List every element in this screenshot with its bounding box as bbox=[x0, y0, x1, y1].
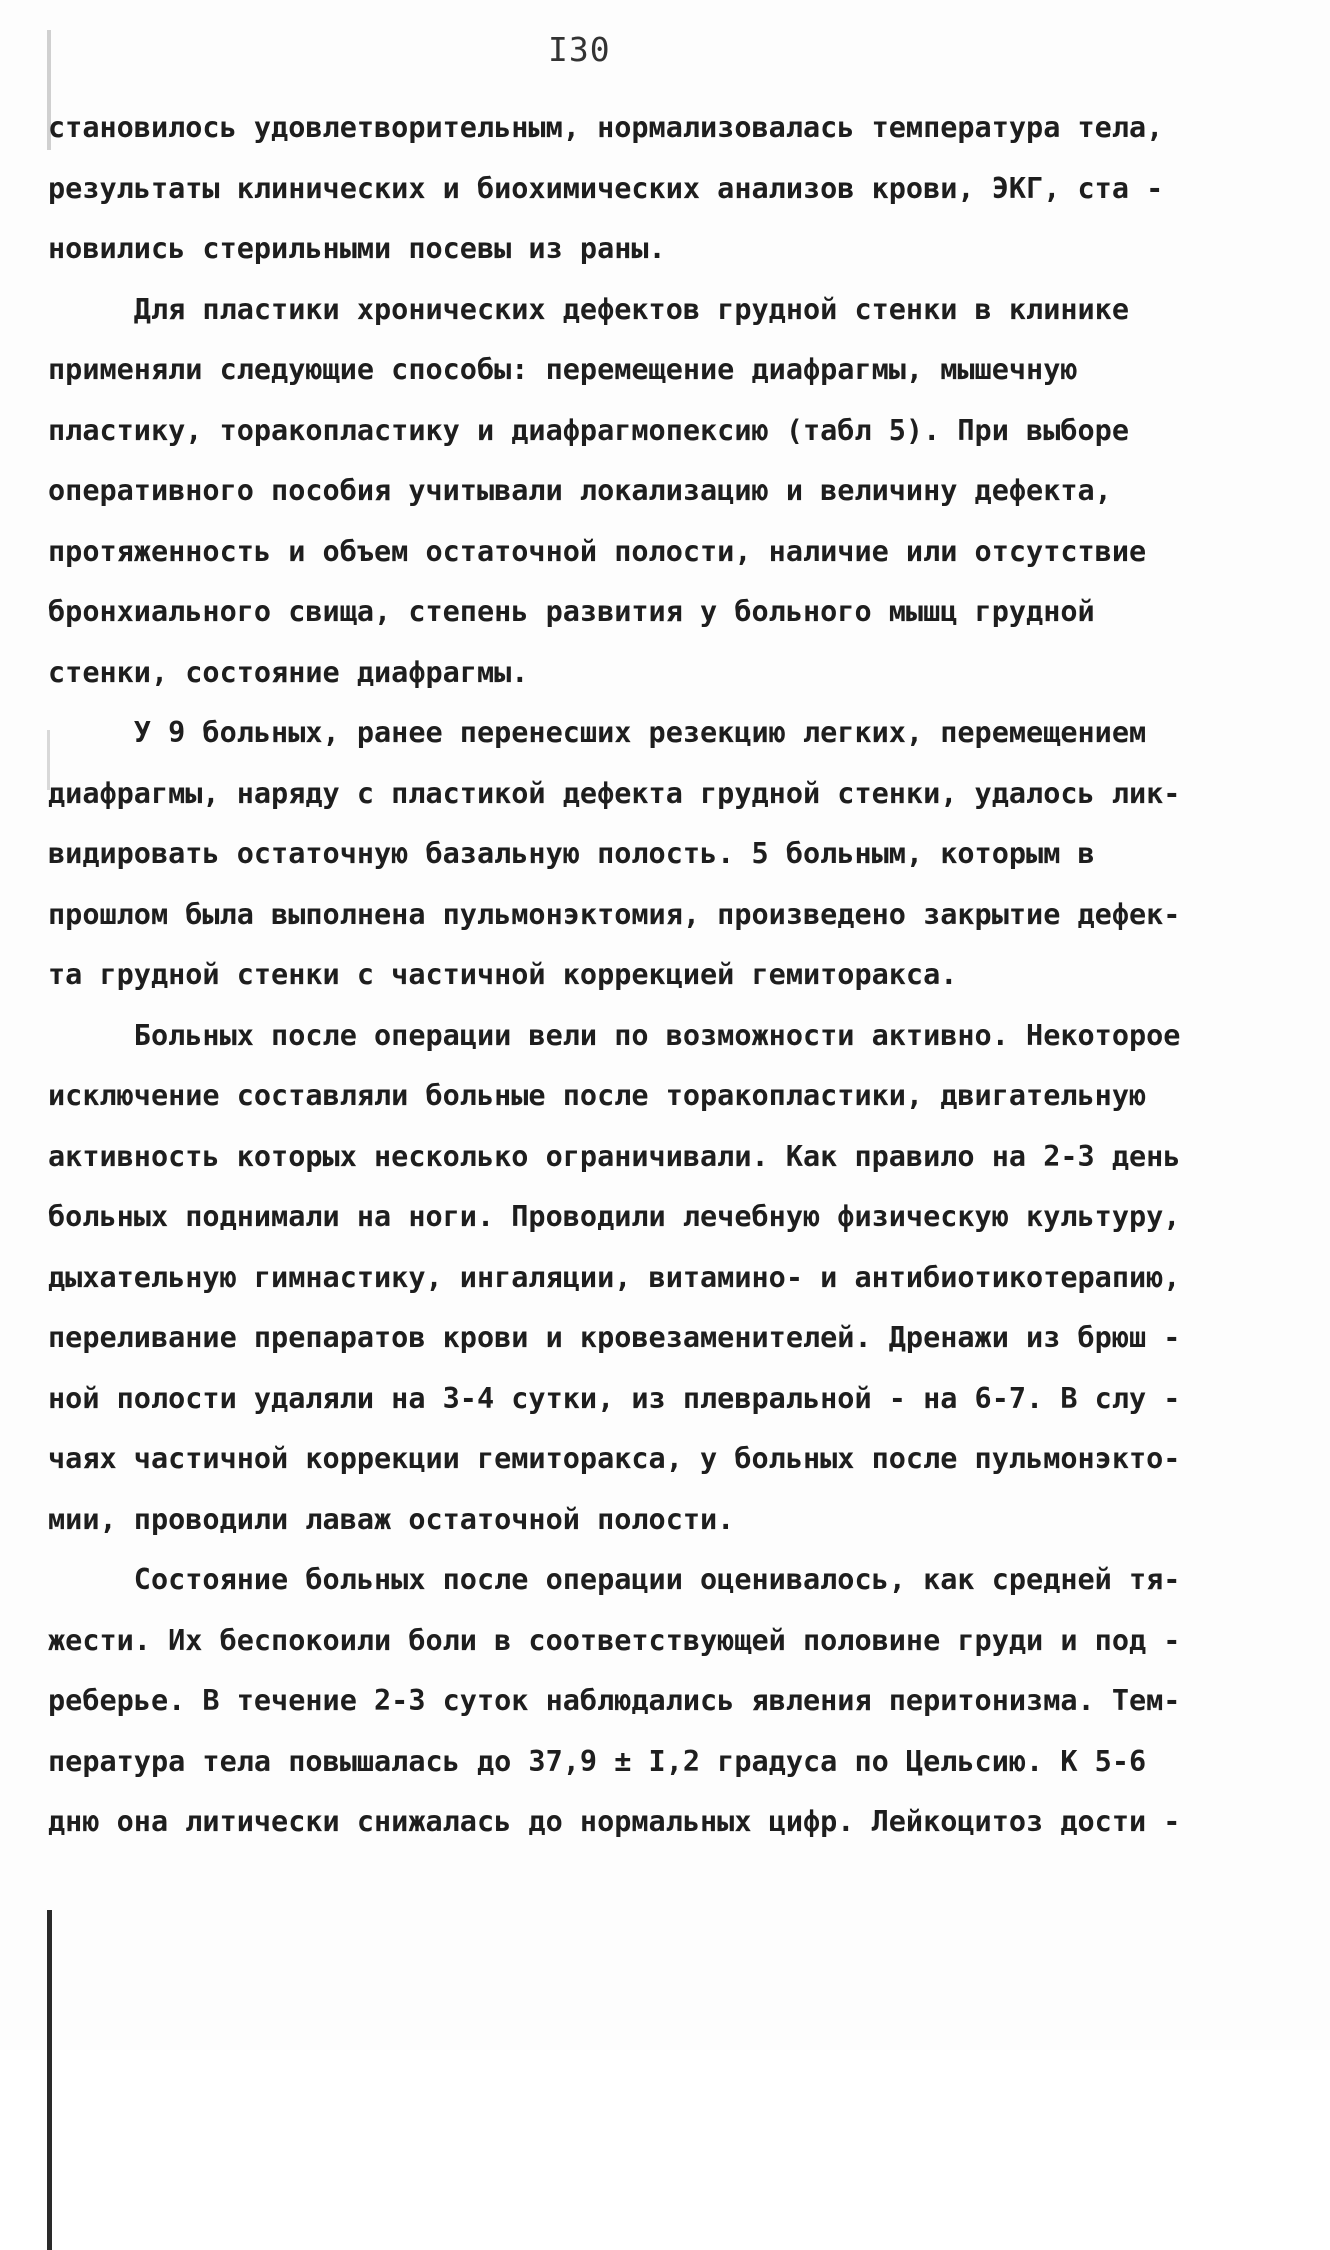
text-line: дыхательную гимнастику, ингаляции, витамино- и антибиотикотерапию, bbox=[48, 1260, 1181, 1294]
text-line: Больных после операции вели по возможности активно. Некоторое bbox=[48, 1018, 1181, 1052]
text-line: результаты клинических и биохимических анализов крови, ЭКГ, ста - bbox=[48, 171, 1164, 205]
text-line: жести. Их беспокоили боли в соответствующей половине груди и под - bbox=[48, 1623, 1181, 1657]
text-line: Для пластики хронических дефектов грудной стенки в клинике bbox=[48, 292, 1129, 326]
text-line: ной полости удаляли на 3-4 сутки, из плевральной - на 6-7. В слу - bbox=[48, 1381, 1181, 1415]
text-line: бронхиального свища, степень развития у больного мышц грудной bbox=[48, 595, 1095, 628]
text-line: пластику, торакопластику и диафрагмопексию (табл 5). При выборе bbox=[48, 413, 1129, 447]
text-line: У 9 больных, ранее перенесших резекцию легких, перемещением bbox=[48, 716, 1147, 749]
text-line: протяженность и объем остаточной полости, наличие или отсутствие bbox=[48, 534, 1147, 568]
text-line: переливание препаратов крови и кровезаменителей. Дренажи из брюш - bbox=[48, 1321, 1181, 1354]
text-line: стенки, состояние диафрагмы. bbox=[48, 655, 529, 689]
text-line: Состояние больных после операции оценивалось, как средней тя- bbox=[48, 1563, 1181, 1596]
binding-edge-bottom bbox=[47, 1910, 52, 2250]
text-line: видировать остаточную базальную полость. 5 больным, которым в bbox=[48, 837, 1095, 870]
text-line: диафрагмы, наряду с пластикой дефекта грудной стенки, удалось лик- bbox=[48, 776, 1181, 810]
body-text bbox=[48, 98, 1308, 1853]
text-line: прошлом была выполнена пульмонэктомия, произведено закрытие дефек- bbox=[48, 897, 1181, 931]
text-line: пература тела повышалась до 37,9 ± I,2 градуса по Цельсию. К 5-6 bbox=[48, 1744, 1147, 1778]
text-line: больных поднимали на ноги. Проводили лечебную физическую культуру, bbox=[48, 1200, 1181, 1233]
text-line: исключение составляли больные после торакопластики, двигательную bbox=[48, 1079, 1147, 1112]
text-line: активность которых несколько ограничивали. Как правило на 2-3 день bbox=[48, 1139, 1181, 1173]
text-line: применяли следующие способы: перемещение диафрагмы, мышечную bbox=[48, 353, 1078, 386]
text-line: новились стерильными посевы из раны. bbox=[48, 232, 666, 265]
text-line: дню она литически снижалась до нормальных цифр. Лейкоцитоз дости - bbox=[48, 1805, 1181, 1838]
text-line: чаях частичной коррекции гемиторакса, у больных после пульмонэкто- bbox=[48, 1442, 1181, 1475]
text-line: та грудной стенки с частичной коррекцией гемиторакса. bbox=[48, 958, 958, 991]
text-line: становилось удовлетворительным, нормализовалась температура тела, bbox=[48, 111, 1164, 144]
text-line: реберье. В течение 2-3 суток наблюдались явления перитонизма. Тем- bbox=[48, 1684, 1181, 1717]
text-line: мии, проводили лаваж остаточной полости. bbox=[48, 1502, 735, 1536]
page-number: I30 bbox=[548, 30, 611, 69]
text-line: оперативного пособия учитывали локализацию и величину дефекта, bbox=[48, 474, 1112, 507]
